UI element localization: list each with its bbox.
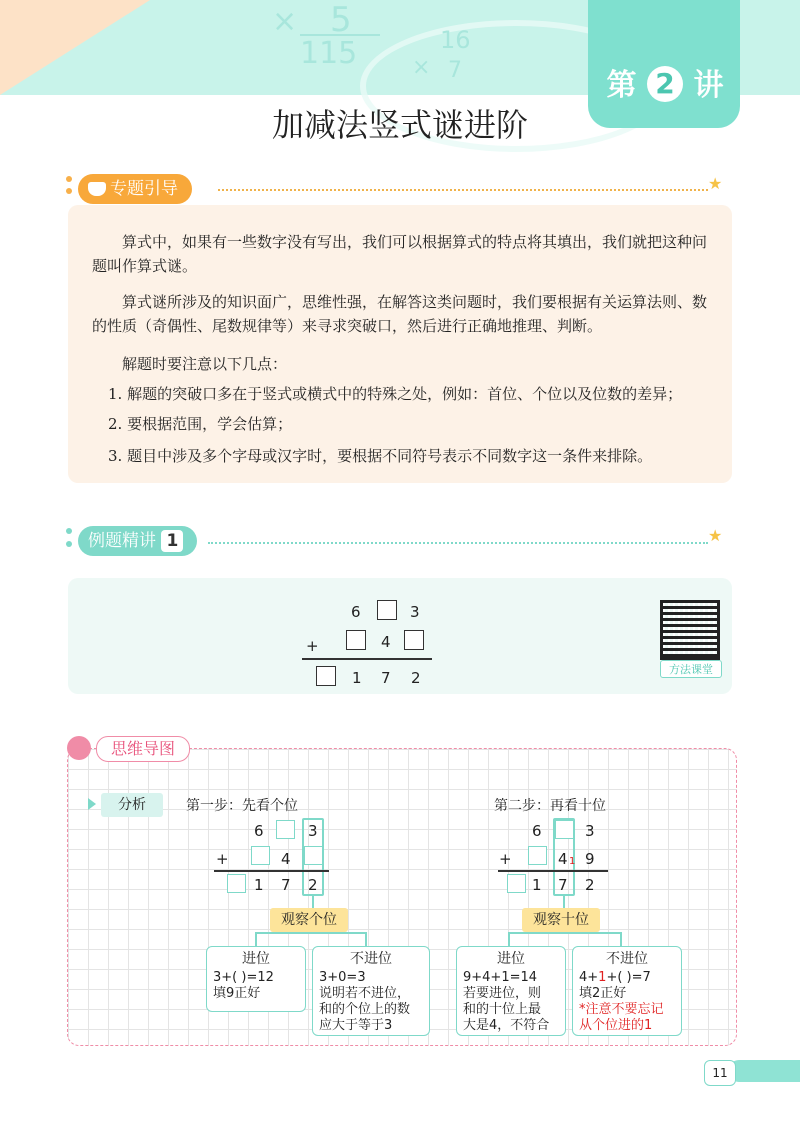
digit: 7 [281,876,291,894]
star-icon: ★ [708,526,723,545]
card-title: 进位 [242,951,270,967]
intro-badge [78,174,192,204]
section-divider [218,189,708,191]
step2-title: 第二步：再看十位 [494,798,606,814]
mindmap-badge: 思维导图 [96,736,190,762]
digit: 7 [558,876,568,894]
digit: 2 [585,876,595,894]
card-line: 填9正好 [213,986,261,1001]
deco-sixteen: 16 [440,26,471,54]
card-line: 9+4+1=14 [463,970,538,985]
blank-box [377,600,397,620]
digit: 1 [352,669,362,687]
lesson-prefix: 第 [606,68,637,103]
deco-seven: 7 [448,58,462,83]
deco-five: 5 [330,0,352,40]
carry-card [206,946,306,1012]
connector-line [508,932,622,934]
intro-paragraph: 解题时要注意以下几点： [122,355,288,373]
star-icon: ★ [708,174,723,193]
sum-line [498,870,608,872]
observe-tens-label: 观察十位 [522,908,600,932]
digit: 6 [254,822,264,840]
qr-label: 方法课堂 [660,660,722,678]
header-corner-decoration [0,0,150,95]
badge-dot [66,188,72,194]
badge-dot [66,176,72,182]
card-line: 和的个位上的数 [319,1002,411,1017]
card-line: 填2正好 [579,986,627,1001]
card-title: 不进位 [606,951,648,967]
sum-line [302,658,432,660]
step1-title: 第一步：先看个位 [186,798,298,814]
blank-box [316,666,336,686]
digit: 3 [585,822,595,840]
digit: 6 [532,822,542,840]
digit: 2 [308,876,318,894]
lesson-number: 2 [647,66,683,102]
card-line: 若要进位，则 [463,986,542,1001]
digit: 1 [254,876,264,894]
card-line: 应大于等于3 [319,1018,393,1033]
no-carry-card [312,946,430,1036]
blank-box [404,630,424,650]
lesson-label [600,60,730,104]
carry-digit: 1 [598,970,607,985]
sum-line [214,870,329,872]
digit: 4 [281,850,291,868]
digit: 4 [381,633,391,651]
connector-line [255,932,257,946]
blank-box [304,846,323,865]
card-title: 进位 [497,951,525,967]
plus-sign: + [499,850,512,868]
blank-box [528,846,547,865]
digit: 6 [351,603,361,621]
connector-line [563,896,565,908]
carry-digit: 1 [569,856,576,867]
card-line [579,970,675,986]
intro-point: 2. 要根据范围，学会估算； [108,415,293,433]
observe-ones-label: 观察个位 [270,908,348,932]
digit: 3 [308,822,318,840]
intro-paragraph: 算式中，如果有一些数字没有写出，我们可以根据算式的特点将其填出，我们就把这种问题叫作算式谜。 [92,233,708,275]
card-line: 3+0=3 [319,970,366,985]
card-line: 大是4，不符合 [463,1018,550,1033]
lesson-suffix: 讲 [693,68,724,103]
page-title: 加减法竖式谜进阶 [271,106,528,144]
intro-point: 3. 题目中涉及多个字母或汉字时，要根据不同符号表示不同数字这一条件来排除。 [108,447,653,465]
card-title: 不进位 [350,951,392,967]
intro-badge-label: 专题引导 [110,179,178,199]
connector-line [255,932,367,934]
blank-box [555,820,574,839]
plus-sign: + [306,637,319,655]
connector-line [312,896,314,908]
plus-sign: + [216,850,229,868]
blank-box [276,820,295,839]
section-divider [208,542,708,544]
page-number: 11 [704,1060,736,1086]
digit: 7 [381,669,391,687]
connector-line [365,932,367,946]
deco-times: × [272,4,298,39]
digit: 4 [558,850,568,868]
badge-dot [66,528,72,534]
connector-line [620,932,622,946]
carry-card [456,946,566,1036]
brain-icon [67,736,91,760]
card-text: +( )=7 [606,970,651,985]
qr-code-icon[interactable] [660,600,720,660]
warning-line: *注意不要忘记 [579,1002,664,1017]
blank-box [507,874,526,893]
deco-times-2: × [412,55,431,80]
badge-dot [66,541,72,547]
blank-box [346,630,366,650]
example-badge-number: 1 [161,530,183,552]
analysis-label: 分析 [101,793,163,817]
digit: 9 [585,850,595,868]
digit: 3 [410,603,420,621]
digit: 2 [411,669,421,687]
blank-box [227,874,246,893]
connector-line [508,932,510,946]
deco-number-115: 115 [300,34,380,71]
no-carry-card [572,946,682,1036]
example-panel [68,578,732,694]
arrow-icon [88,798,96,810]
example-badge-label: 例题精讲 [88,531,156,551]
card-line: 3+( )=12 [213,970,274,985]
graduation-cap-icon [88,182,106,196]
intro-point: 1. 解题的突破口多在于竖式或横式中的特殊之处，例如：首位、个位以及位数的差异； [108,385,683,403]
warning-line: 从个位进的1 [579,1018,653,1033]
page-number-band [728,1060,800,1082]
card-line: 说明若不进位， [319,986,411,1001]
blank-box [251,846,270,865]
example-badge [78,526,197,556]
card-line: 和的十位上最 [463,1002,542,1017]
digit: 1 [532,876,542,894]
intro-paragraph: 算式谜所涉及的知识面广，思维性强，在解答这类问题时，我们要根据有关运算法则、数的性质（奇偶性、尾数规律等）来寻求突破口，然后进行正确地推理、判断。 [92,293,708,335]
card-text: 4+ [579,970,599,985]
